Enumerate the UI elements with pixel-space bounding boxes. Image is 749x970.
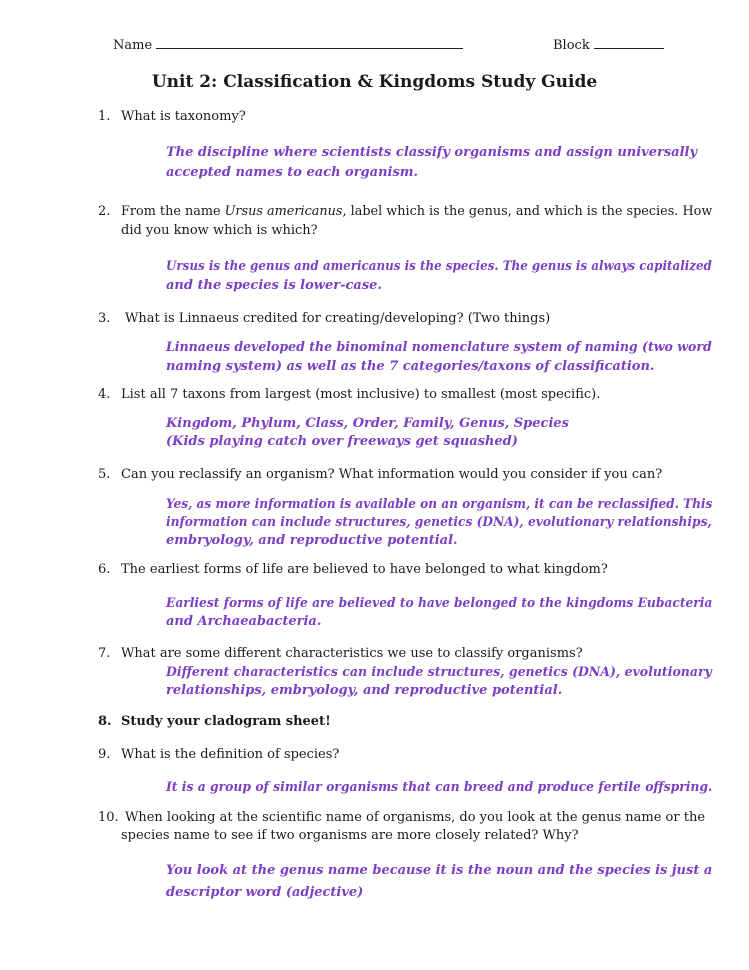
name-blank-line: [156, 47, 463, 49]
question-number: 9.: [98, 747, 111, 762]
question-text: The earliest forms of life are believed to have belonged to what kingdom?: [121, 562, 608, 577]
question-text-line2: did you know which is which?: [121, 223, 318, 238]
block-blank-line: [594, 47, 664, 49]
question-number: 2.: [98, 204, 111, 219]
block-label: Block: [553, 38, 590, 53]
question-number: 4.: [98, 387, 111, 402]
answer-line: Earliest forms of life are believed to have belonged to the kingdoms Eubacteria: [166, 596, 713, 611]
answer-line: Kingdom, Phylum, Class, Order, Family, Genus, Species: [166, 416, 569, 431]
name-field: [113, 38, 463, 53]
block-field: [553, 38, 664, 53]
answer-line: It is a group of similar organisms that can breed and produce fertile offspring.: [166, 780, 713, 795]
answer-line: (Kids playing catch over freeways get squashed): [166, 434, 518, 449]
question-text: Can you reclassify an organism? What information would you consider if you can?: [121, 467, 663, 482]
answer-line: The discipline where scientists classify organisms and assign universally: [166, 145, 698, 160]
question-text: List all 7 taxons from largest (most inclusive) to smallest (most specific).: [121, 387, 601, 402]
question-text-line2: species name to see if two organisms are more closely related? Why?: [121, 828, 579, 843]
question-text: What are some different characteristics we use to classify organisms?: [121, 646, 583, 661]
question-number: 1.: [98, 109, 111, 124]
question-text: What is Linnaeus credited for creating/developing? (Two things): [125, 311, 551, 326]
answer-line: embryology, and reproductive potential.: [166, 533, 458, 548]
question-text: What is the definition of species?: [121, 747, 340, 762]
question-number: 6.: [98, 562, 111, 577]
answer-line: and the species is lower-case.: [166, 278, 382, 293]
answer-line: relationships, embryology, and reproductive potential.: [166, 683, 563, 698]
answer-line: accepted names to each organism.: [166, 165, 419, 180]
question-text: Study your cladogram sheet!: [121, 714, 331, 729]
answer-line: You look at the genus name because it is the noun and the species is just a: [166, 863, 713, 878]
answer-line: Yes, as more information is available on an organism, it can be reclassified. This: [166, 497, 713, 512]
question-number: 3.: [98, 311, 111, 326]
question-text: What is taxonomy?: [121, 109, 246, 124]
question-number: 10.: [98, 810, 119, 825]
question-number: 8.: [98, 714, 112, 729]
scientific-name: Ursus americanus: [224, 204, 343, 219]
question-text-part: , label which is the genus, and which is the species. How: [342, 204, 713, 219]
answer-line: Ursus is the genus and americanus is the species. The genus is always capitalized: [166, 259, 712, 274]
answer-line: descriptor word (adjective): [166, 885, 364, 900]
question-number: 7.: [98, 646, 111, 661]
question-number: 5.: [98, 467, 111, 482]
answer-line: naming system) as well as the 7 categories/taxons of classification.: [166, 359, 655, 374]
page-title: Unit 2: Classification & Kingdoms Study Guide: [151, 72, 598, 92]
name-label: Name: [113, 38, 153, 53]
answer-line: Different characteristics can include structures, genetics (DNA), evolutionary: [166, 665, 712, 680]
question-text-part: From the name: [121, 204, 225, 219]
question-text: When looking at the scientific name of organisms, do you look at the genus name or the: [125, 810, 706, 825]
answer-line: Linnaeus developed the binominal nomenclature system of naming (two word: [166, 340, 712, 355]
question-text: [121, 202, 712, 221]
answer-line: and Archaeabacteria.: [166, 614, 322, 629]
answer-line: information can include structures, genetics (DNA), evolutionary relationships,: [166, 515, 712, 530]
